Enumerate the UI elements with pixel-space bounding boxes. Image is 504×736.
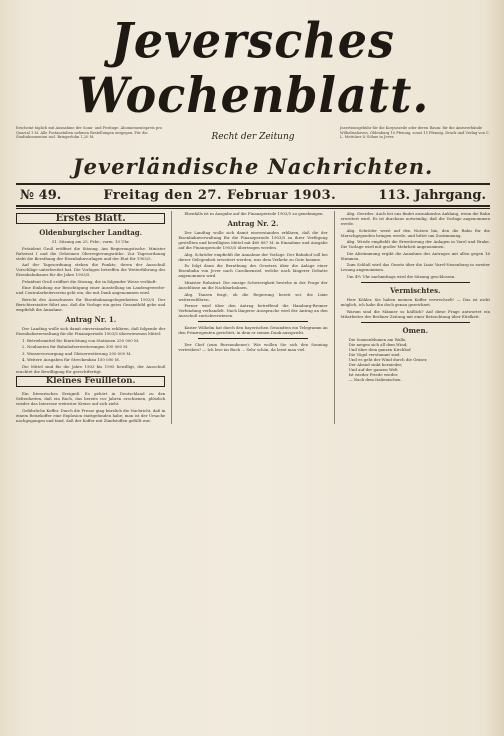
masthead-subrow — [16, 126, 490, 152]
feuilleton-heading: Kleines Feuilleton. — [16, 376, 165, 387]
paragraph: Der Landtag wolle sich damit einverstanden erklären, daß die der Eisenbahnverwaltung für die Finanzperiode 1903/5 zu ihrer Verfügung gestellten und bewilligten Mittel mit 460 887 M. in Einnahme und Ausgabe auf die Finanzperiode 1903/5 übertragen werden. — [178, 230, 328, 251]
column-rule — [334, 211, 335, 424]
issue-year: 113. Jahrgang. — [378, 188, 486, 203]
issue-number: № 49. — [20, 188, 62, 203]
rule-bottom-thin — [16, 208, 490, 209]
divider — [361, 282, 470, 283]
divider — [198, 338, 307, 339]
motion-heading: Antrag Nr. 2. — [227, 219, 279, 229]
paragraph: Bericht des Ausschusses für Eisenbahnangelegenheiten 1903/5. Der Berichterstatter führt aus, daß die Vorlage ein gutes Gesamtbild gebe und empfiehlt die Annahme. — [16, 297, 166, 313]
columns — [16, 211, 490, 424]
paragraph: Gefährliche Koffer. Durch die Presse ging kürzlich die Nachricht, daß in einem Reisekoffer eine Explosion stattgefunden habe; man ist der Ursache nachgegangen und fand, daß der Koffer mit Zündstoffen gefüllt war. — [16, 407, 166, 423]
divider — [361, 322, 470, 323]
paragraph: Um 4½ Uhr nachmittags wird die Sitzung geschlossen. — [346, 274, 456, 280]
divider — [198, 321, 307, 322]
paragraph: Herr Köhler, Sie haben meinen Koffer verwechselt! — Das ist nicht möglich, ich habe ihn doch genau gezeichnet. — [340, 297, 490, 308]
list-item: 4. Weitere Ausgaben für Streckenbau 150 000 M. — [22, 357, 120, 363]
poem-heading: Omen. — [402, 325, 429, 335]
paragraph: Eine Einladung zur Besichtigung einer Ausstellung im Landesgewerbe- und Centralarbeitsverein geht ein, die mit Dank angenommen wird. — [16, 285, 166, 296]
article-meta: 31. Sitzung am 25. Febr., vorm. 10 Uhr. — [51, 239, 130, 245]
paragraph: Zum Schluß wird das Gesetz über die Linie Varel-Neuenburg in zweiter Lesung angenommen. — [340, 262, 490, 273]
poem-text: Die Sonnenblumen am Walle, Die neigen sich all dem Wind; Und über dem ganzen Kirchhof Die Vögel verstummt sind. Und es geht der Wind durch die Gräser, Der Abend sinkt hernieder, Und auf der ganzen Welt Ist wieder Friede wieder. — Nach dem Italienischen. — [348, 336, 428, 383]
paragraph: Der Chef (zum Bureaudiener): Wie wollen Sie sich den Sonntag vertreiben? — Ich lese im Buch ... Sehr schön, da lernt man viel. — [178, 342, 328, 353]
list-item: 1. Betriebsmittel für Einrichtung von Stationen 250 000 M. — [22, 337, 140, 343]
subtitle: Jeverländische Nachrichten. — [72, 154, 434, 179]
paragraph: Die Abstimmung ergibt die Annahme des Antrages mit allen gegen 16 Stimmen. — [340, 250, 490, 261]
paragraph: Es folgt dann die Berathung des Gesetzes über die Anlage einer Eisenbahn von Jever nach Carolinensiel, welche nach längerer Debatte angenommen wird. — [178, 263, 328, 279]
mixed-heading: Vermischtes. — [390, 286, 441, 296]
paragraph: Präsident Groß eröffnet die Sitzung. Am Regierungstische: Minister Ruhstrat I und die Geheimen Oberregierungsräthe. Zur Tagesordnung steht die Berathung der Eisenbahnvorlagen und der Etat für 1903/5. — [16, 245, 166, 261]
motto: Recht der Zeitung — [211, 132, 295, 142]
issue-date: Freitag den 27. Februar 1903. — [103, 188, 337, 203]
paragraph: Die Mittel sind für die Jahre 1903 bis 1905 bewilligt, der Ausschuß erachtet die Bewilligung für gerechtfertigt. — [16, 363, 166, 374]
list-item: 3. Wasserversorgung und Gleiserweiterung 200 000 M. — [22, 350, 132, 356]
paragraph: Auf der Tagesordnung stehen die Punkte, deren der Ausschuß Vorschläge unterbreitet hat. Die Vorlagen betreffen die Weiterführung des Eisenbahnbaues für die Jahre 1903/5. — [16, 262, 166, 278]
paragraph: Minister Ruhstrat: Die einzige Schwierigkeit bestehe in der Frage der Anschlüsse an die Nachbarbahnen. — [178, 279, 328, 291]
paragraph: Präsident Groß eröffnet die Sitzung, die in folgender Weise verläuft: — [22, 278, 157, 284]
subscription-notice: Erscheint täglich mit Ausnahme der Sonn- und Festtage. Abonnementspreis pro Quartal 1 M. Alle Postanstalten nehmen Bestellungen entgegen. Für die Stadtabonnenten incl. Bringerlohn 1,20 M. — [16, 126, 163, 140]
paragraph: Abg. Geerdes: Auch bei uns findet ausnahmslos Anklang, wenn die Bahn erweitert wird. Es ist durchaus notwendig, daß die Vorlage angenommen werde. — [340, 211, 490, 227]
paragraph: Abg. Tanzen fragt, ob die Regierung bereit sei, die Linie weiterzuführen. — [178, 291, 328, 302]
paragraph: Ferner wird über den Antrag betreffend die Hamburg-Bremer Verbindung verhandelt. Nach längerer Aussprache wird der Antrag an den Ausschuß zurückverwiesen. — [178, 303, 328, 319]
paragraph: Ebenfalls ist in Ausgabe auf die Finanzperiode 1903/5 zu genehmigen. — [184, 211, 324, 216]
article-heading: Oldenburgischer Landtag. — [39, 228, 143, 238]
list-item: 2. Neubauten für Bahnhofserweiterungen 300 000 M. — [22, 344, 129, 350]
rule-bottom — [16, 205, 490, 207]
dateline — [16, 185, 490, 205]
paragraph: Der Landtag wolle sich damit einverstanden erklären, daß folgende der Eisenbahnverwaltung für die Finanzperiode 1903/5 überwiesenen Mittel: — [16, 326, 166, 337]
paragraph: Abg. Wrede empfiehlt die Erweiterung der Anlagen in Varel und Brake. Die Vorlage wird mit großer Mehrheit angenommen. — [340, 239, 490, 250]
paragraph: Warum sind die Männer so häßlich? Auf diese Frage antwortet ein Mitarbeiter der Berliner Zeitung mit einer Betrachtung über Eitelkeit. — [340, 308, 490, 319]
insertion-notice: Jnsertionsgebühr für die Korpuszeile oder deren Raum: für die Amtsverbände Wilhelmshaven, Oldenburg 10 Pfennig, sonst 15 Pfennig. Druck und Verlag von C. L. Mettcker & Söhne in Jever. — [339, 126, 490, 140]
paragraph: Ein literarisches Ereigniß. Es gehört in Deutschland zu den Seltenheiten, daß ein Buch, das bereits vor Jahren erschienen, plötzlich wieder das Interesse weitester Kreise auf sich zieht. — [16, 391, 166, 407]
column-1 — [16, 211, 165, 424]
paragraph: Kaiser Wilhelm hat durch den bayerischen Gesandten ein Telegramm an den Prinzregenten gerichtet, in dem er seinen Dank ausspricht. — [178, 325, 328, 336]
paragraph: Abg. Schröder weist auf den Nutzen hin, den die Bahn für die Marschgegenden bringen werde, und bittet um Zustimmung. — [340, 227, 490, 238]
column-3 — [341, 211, 490, 424]
masthead-title: Jeversches Wochenblatt. — [76, 12, 430, 124]
section-heading: Erstes Blatt. — [16, 213, 165, 224]
column-2 — [178, 211, 327, 424]
paragraph: Abg. Schröder empfiehlt die Annahme der Vorlage. Der Bahnhof soll bei dieser Gelegenheit erweitert werden, was dem Verkehr zu Gute komme. — [178, 251, 328, 262]
motion-heading: Antrag Nr. 1. — [65, 315, 117, 325]
column-rule — [171, 211, 172, 424]
